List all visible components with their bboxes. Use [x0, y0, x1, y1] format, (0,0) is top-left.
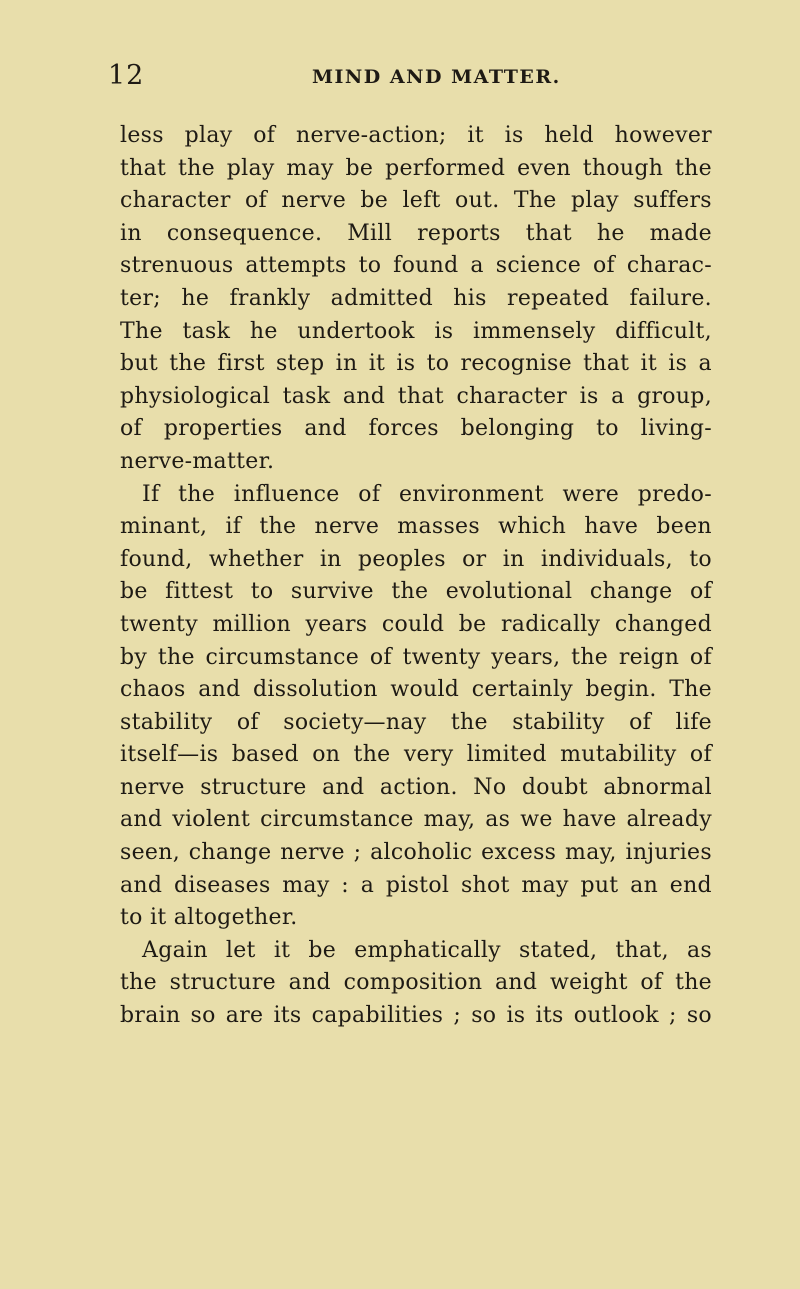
text-line: to it altogether. [120, 905, 298, 931]
text-line: The task he undertook is immensely difficult, [120, 318, 712, 344]
body-text [120, 120, 712, 1033]
text-line: nerve structure and action. No doubt abnormal [120, 774, 712, 800]
text-line: physiological task and that character is a group, [120, 383, 712, 409]
text-line: character of nerve be left out. The play suffers [120, 188, 712, 214]
paragraph-first-line: If the influence of environment were predo- [142, 481, 712, 507]
text-line: brain so are its capabilities ; so is its outlook ; so [120, 1003, 712, 1029]
text-line: but the first step in it is to recognise that it is a [120, 351, 712, 377]
text-line: in consequence. Mill reports that he made [120, 220, 712, 246]
text-line: ter; he frankly admitted his repeated failure. [120, 285, 712, 311]
text-line: the structure and composition and weight of the [120, 970, 712, 996]
text-line: twenty million years could be radically changed [120, 611, 712, 637]
text-line: less play of nerve-action; it is held however [120, 123, 712, 148]
text-line: itself—is based on the very limited mutability of [120, 742, 712, 768]
text-line: strenuous attempts to found a science of charac- [120, 253, 712, 279]
text-line: stability of society—nay the stability of life [120, 709, 712, 735]
page-header [108, 60, 708, 100]
text-line: be fittest to survive the evolutional change of [120, 579, 712, 605]
text-line: of properties and forces belonging to living- [120, 416, 712, 442]
text-line: and violent circumstance may, as we have already [120, 807, 712, 833]
text-line: chaos and dissolution would certainly begin. The [120, 677, 712, 703]
text-line: by the circumstance of twenty years, the reign of [120, 644, 712, 670]
text-line: nerve-matter. [120, 448, 275, 474]
text-line: that the play may be performed even though the [120, 155, 712, 181]
paragraph-first-line: Again let it be emphatically stated, that, as [142, 937, 712, 963]
text-line: found, whether in peoples or in individuals, to [120, 546, 712, 572]
text-line: minant, if the nerve masses which have been [120, 514, 712, 540]
text-line: seen, change nerve ; alcoholic excess may, injuries [120, 840, 712, 866]
page-number: 12 [108, 60, 145, 91]
running-head: MIND AND MATTER. [312, 66, 561, 88]
text-line: and diseases may : a pistol shot may put an end [120, 872, 712, 898]
